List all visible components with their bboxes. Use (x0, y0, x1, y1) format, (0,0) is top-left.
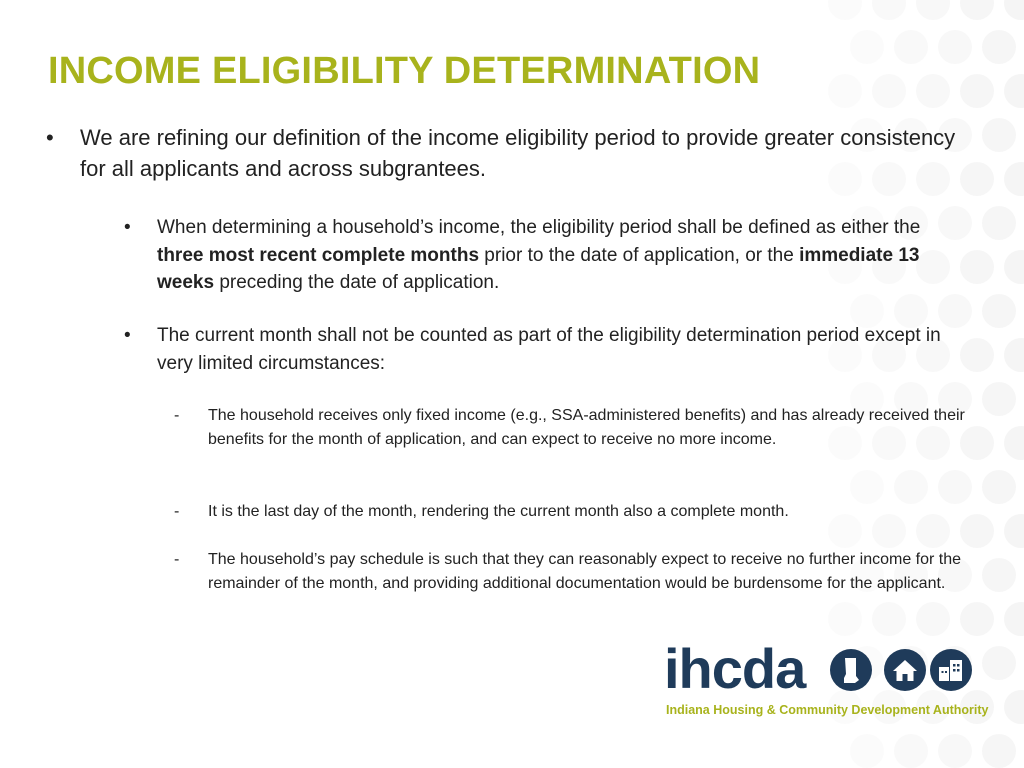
background-dot (916, 74, 950, 108)
logo-tagline: Indiana Housing & Community Development Authority (666, 703, 989, 717)
background-dot (960, 0, 994, 20)
background-dot (1004, 690, 1024, 724)
text-run: When determining a household’s income, the eligibility period shall be defined as either the (157, 217, 921, 238)
background-dot (982, 206, 1016, 240)
ihcda-logo (664, 637, 989, 723)
background-dot (828, 0, 862, 20)
background-dot (916, 0, 950, 20)
background-dot (982, 30, 1016, 64)
background-dot (916, 602, 950, 636)
background-dot (894, 30, 928, 64)
background-dot (894, 470, 928, 504)
background-dot (872, 0, 906, 20)
background-dot (828, 602, 862, 636)
background-dot (960, 74, 994, 108)
bullet-level3-fixed-income (174, 404, 974, 452)
background-dot (960, 250, 994, 284)
indiana-state-icon (830, 649, 872, 691)
background-dot (982, 646, 1016, 680)
background-dot (1004, 74, 1024, 108)
background-dot (938, 30, 972, 64)
background-dot (1004, 250, 1024, 284)
background-dot (982, 118, 1016, 152)
bold-13-weeks: immediate 13 weeks (157, 244, 920, 293)
dash-marker: - (174, 503, 180, 520)
background-dot (960, 338, 994, 372)
bullet-level3-pay-schedule (174, 548, 974, 596)
background-dot (1004, 338, 1024, 372)
background-dot (894, 734, 928, 768)
background-dot (982, 382, 1016, 416)
background-dot (850, 470, 884, 504)
bullet-text: We are refining our definition of the income eligibility period to provide greater consistency for all applicants and across subgrantees. (80, 125, 956, 181)
bullet-level2-eligibility-period (124, 214, 964, 297)
background-dot (982, 558, 1016, 592)
bullet-text (124, 214, 964, 297)
background-dot (872, 74, 906, 108)
bullet-level1 (46, 122, 976, 184)
dash-marker: - (174, 407, 180, 424)
background-dot (1004, 0, 1024, 20)
background-dot (850, 30, 884, 64)
background-dot (982, 734, 1016, 768)
bullet-marker: • (124, 217, 131, 238)
background-dot (938, 470, 972, 504)
slide-title: INCOME ELIGIBILITY DETERMINATION (48, 50, 761, 92)
background-dot (828, 74, 862, 108)
bullet-text: It is the last day of the month, rendering the current month also a complete month. (208, 503, 789, 520)
dash-marker: - (174, 551, 180, 568)
bullet-level2-current-month (124, 322, 964, 377)
text-run: prior to the date of application, or the (479, 244, 800, 266)
bullet-marker: • (124, 325, 131, 346)
community-building-icon (930, 649, 972, 691)
bullet-text: The household’s pay schedule is such that they can reasonably expect to receive no further income for the remainder of the month, and providing additional documentation would be burdensome for the applicant. (208, 551, 962, 592)
background-dot (1004, 602, 1024, 636)
background-dot (938, 734, 972, 768)
text-run: preceding the date of application. (214, 272, 500, 293)
bullet-level3-last-day (174, 500, 974, 524)
bullet-text: The household receives only fixed income (e.g., SSA-administered benefits) and has already received their benefits for the month of application, and can expect to receive no more income. (208, 407, 965, 448)
logo-wordmark: ihcda (664, 637, 806, 700)
bullet-marker: • (46, 125, 54, 150)
background-dot (1004, 162, 1024, 196)
bullet-text: The current month shall not be counted as part of the eligibility determination period except in very limited circumstances: (157, 325, 941, 374)
house-icon (884, 649, 926, 691)
background-dot (982, 470, 1016, 504)
bold-three-months: three most recent complete months (157, 244, 480, 266)
background-dot (1004, 426, 1024, 460)
background-dot (872, 602, 906, 636)
background-dot (850, 734, 884, 768)
background-dot (1004, 514, 1024, 548)
background-dot (982, 294, 1016, 328)
background-dot (960, 602, 994, 636)
